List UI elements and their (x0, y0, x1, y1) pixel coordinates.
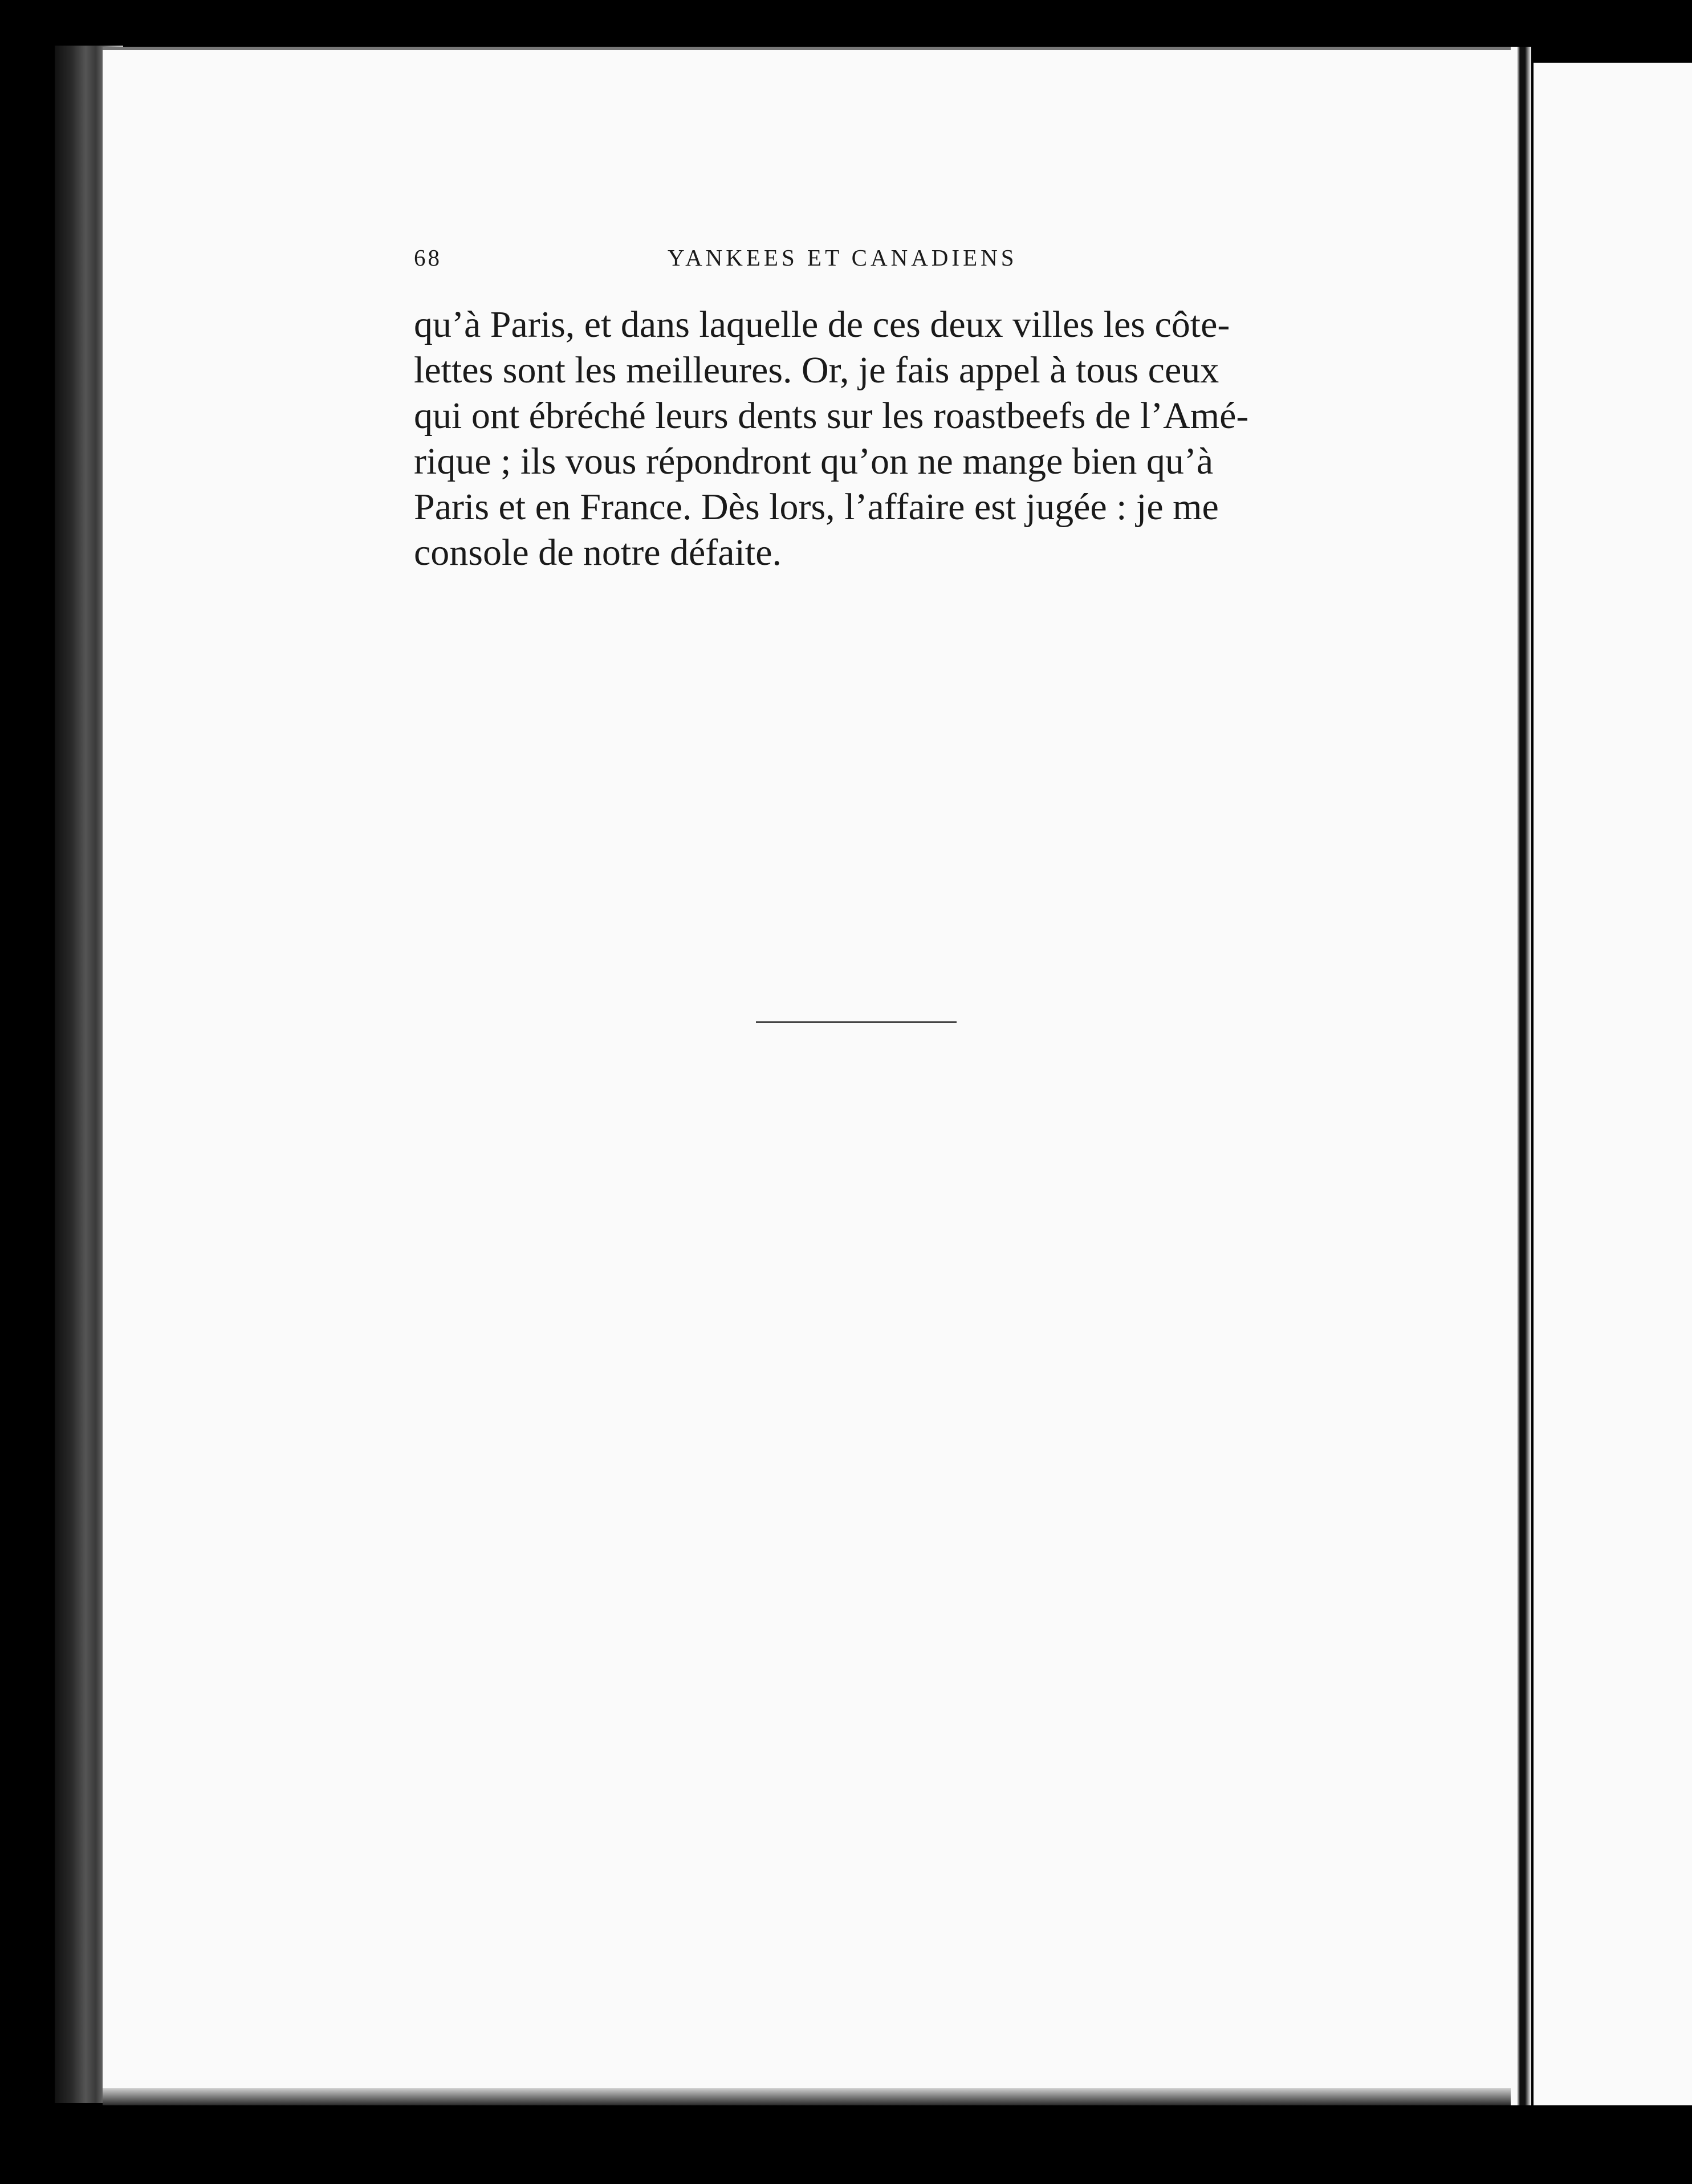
text-line: qui ont ébréché leurs dents sur les roastbeefs de l’Amé- (414, 395, 1249, 437)
running-head (414, 244, 1052, 278)
book-gutter (1511, 47, 1531, 2105)
text-line: qu’à Paris, et dans laquelle de ces deux villes les côte- (414, 304, 1230, 345)
page-number: 68 (414, 245, 442, 271)
text-line: lettes sont les meilleures. Or, je fais appel à tous ceux (414, 349, 1219, 391)
section-end-rule (756, 1021, 957, 1023)
text-line: rique ; ils vous répondront qu’on ne mange bien qu’à (414, 441, 1214, 482)
page-bottom-edge (103, 2088, 1511, 2105)
text-line: Paris et en France. Dès lors, l’affaire est jugée : je me (414, 486, 1219, 528)
running-title: YANKEES ET CANADIENS (668, 245, 1018, 271)
adjacent-page-edge (1534, 63, 1692, 2105)
body-paragraph (414, 302, 1309, 576)
text-line: console de notre défaite. (414, 532, 782, 573)
